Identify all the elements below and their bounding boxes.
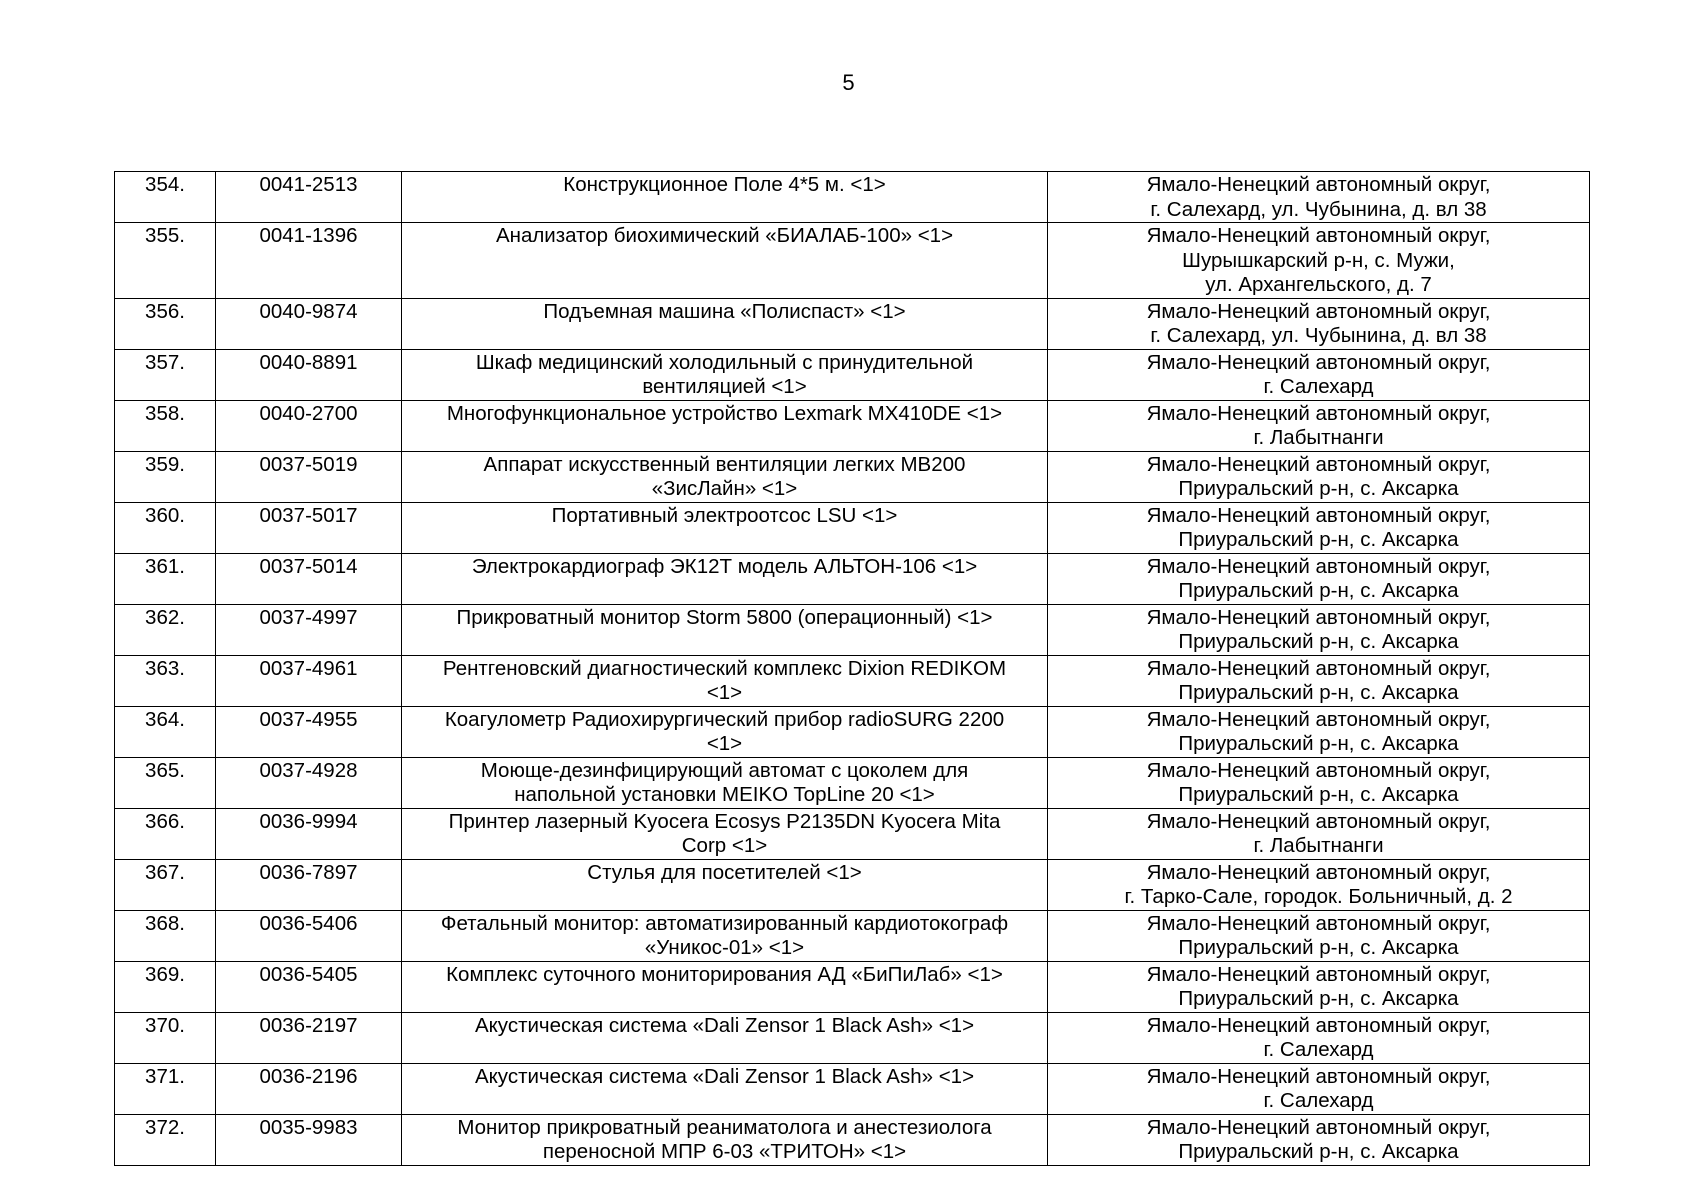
item-name-cell-line: Corp <1> xyxy=(681,834,768,857)
item-name-cell-line: Стулья для посетителей <1> xyxy=(587,860,862,884)
inventory-code-cell: 0037-5019 xyxy=(216,451,402,502)
row-number-cell: 371. xyxy=(115,1063,216,1114)
item-name-cell-line: Прикроватный монитор Storm 5800 (операционный) <1> xyxy=(456,605,993,629)
table-row xyxy=(115,604,1590,655)
row-number-cell: 368. xyxy=(115,910,216,961)
address-cell xyxy=(1048,223,1590,299)
address-cell-line: Ямало-Ненецкий автономный округ, xyxy=(1146,707,1491,731)
item-name-cell xyxy=(402,1012,1048,1063)
address-cell xyxy=(1048,706,1590,757)
item-name-cell-line: Конструкционное Поле 4*5 м. <1> xyxy=(563,173,886,196)
item-name-cell xyxy=(402,604,1048,655)
item-name-cell-line: Комплекс суточного мониторирования АД «БиПиЛаб» <1> xyxy=(446,962,1003,986)
address-cell-line: г. Тарко-Сале, городок. Больничный, д. 2 xyxy=(1124,885,1513,908)
item-name-cell-line: Подъемная машина «Полиспаст» <1> xyxy=(543,299,906,323)
address-cell-line: Ямало-Ненецкий автономный округ, xyxy=(1146,809,1491,833)
item-name-cell xyxy=(402,553,1048,604)
row-number-cell: 364. xyxy=(115,706,216,757)
inventory-code-cell: 0037-5017 xyxy=(216,502,402,553)
table-row xyxy=(115,1114,1590,1165)
item-name-cell xyxy=(402,757,1048,808)
address-cell-line: Ямало-Ненецкий автономный округ, xyxy=(1146,173,1491,196)
address-cell xyxy=(1048,400,1590,451)
row-number-cell: 359. xyxy=(115,451,216,502)
address-cell xyxy=(1048,910,1590,961)
inventory-code-cell: 0035-9983 xyxy=(216,1114,402,1165)
table-row xyxy=(115,808,1590,859)
address-cell xyxy=(1048,1063,1590,1114)
row-number-cell: 362. xyxy=(115,604,216,655)
table-row xyxy=(115,859,1590,910)
address-cell-line: ул. Архангельского, д. 7 xyxy=(1205,273,1432,296)
table-row xyxy=(115,502,1590,553)
address-cell-line: г. Лабытнанги xyxy=(1253,834,1384,857)
address-cell xyxy=(1048,808,1590,859)
row-number-cell: 363. xyxy=(115,655,216,706)
address-cell-line: Шурышкарский р-н, с. Мужи, xyxy=(1182,248,1455,272)
inventory-code-cell: 0037-5014 xyxy=(216,553,402,604)
address-cell-line: Приуральский р-н, с. Аксарка xyxy=(1178,477,1459,500)
inventory-code-cell: 0037-4955 xyxy=(216,706,402,757)
inventory-code-cell: 0036-5406 xyxy=(216,910,402,961)
address-cell-line: Ямало-Ненецкий автономный округ, xyxy=(1146,860,1491,884)
item-name-cell xyxy=(402,808,1048,859)
inventory-code-cell: 0041-1396 xyxy=(216,223,402,299)
inventory-code-cell: 0041-2513 xyxy=(216,172,402,223)
item-name-cell-line: Анализатор биохимический «БИАЛАБ-100» <1> xyxy=(495,224,954,247)
item-name-cell-line: напольной установки MEIKO TopLine 20 <1> xyxy=(514,783,935,806)
item-name-cell xyxy=(402,655,1048,706)
table-row xyxy=(115,349,1590,400)
address-cell-line: Ямало-Ненецкий автономный округ, xyxy=(1146,452,1491,476)
table-row xyxy=(115,757,1590,808)
table-row xyxy=(115,1063,1590,1114)
address-cell xyxy=(1048,349,1590,400)
item-name-cell xyxy=(402,910,1048,961)
item-name-cell xyxy=(402,961,1048,1012)
address-cell-line: Приуральский р-н, с. Аксарка xyxy=(1178,1140,1459,1163)
row-number-cell: 357. xyxy=(115,349,216,400)
table-row xyxy=(115,706,1590,757)
address-cell-line: Ямало-Ненецкий автономный округ, xyxy=(1146,1115,1491,1139)
address-cell-line: Ямало-Ненецкий автономный округ, xyxy=(1146,224,1491,247)
row-number-cell: 354. xyxy=(115,172,216,223)
item-name-cell xyxy=(402,349,1048,400)
address-cell xyxy=(1048,961,1590,1012)
address-cell-line: Ямало-Ненецкий автономный округ, xyxy=(1146,401,1491,425)
item-name-cell-line: Акустическая система «Dali Zensor 1 Black Ash» <1> xyxy=(474,1013,975,1037)
address-cell-line: Ямало-Ненецкий автономный округ, xyxy=(1146,554,1491,578)
address-cell-line: Ямало-Ненецкий автономный округ, xyxy=(1146,299,1491,323)
item-name-cell xyxy=(402,451,1048,502)
address-cell-line: Ямало-Ненецкий автономный округ, xyxy=(1146,503,1491,527)
item-name-cell-line: Электрокардиограф ЭК12Т модель АЛЬТОН-106 <1> xyxy=(471,554,978,578)
table-row xyxy=(115,172,1590,223)
address-cell-line: Ямало-Ненецкий автономный округ, xyxy=(1146,911,1491,935)
address-cell-line: Приуральский р-н, с. Аксарка xyxy=(1178,681,1459,704)
table-row xyxy=(115,223,1590,299)
row-number-cell: 358. xyxy=(115,400,216,451)
address-cell-line: Приуральский р-н, с. Аксарка xyxy=(1178,579,1459,602)
address-cell-line: Ямало-Ненецкий автономный округ, xyxy=(1146,962,1491,986)
registry-table-body xyxy=(115,172,1590,1166)
item-name-cell-line: Принтер лазерный Kyocera Ecosys P2135DN Kyocera Mita xyxy=(448,809,1001,833)
address-cell xyxy=(1048,1012,1590,1063)
address-cell-line: Приуральский р-н, с. Аксарка xyxy=(1178,987,1459,1010)
address-cell-line: Приуральский р-н, с. Аксарка xyxy=(1178,528,1459,551)
item-name-cell-line: Шкаф медицинский холодильный с принудительной xyxy=(475,350,974,374)
table-row xyxy=(115,400,1590,451)
address-cell xyxy=(1048,502,1590,553)
address-cell-line: Приуральский р-н, с. Аксарка xyxy=(1178,783,1459,806)
address-cell xyxy=(1048,451,1590,502)
inventory-code-cell: 0036-5405 xyxy=(216,961,402,1012)
address-cell-line: Ямало-Ненецкий автономный округ, xyxy=(1146,1013,1491,1037)
address-cell xyxy=(1048,655,1590,706)
row-number-cell: 361. xyxy=(115,553,216,604)
item-name-cell xyxy=(402,502,1048,553)
item-name-cell xyxy=(402,1063,1048,1114)
inventory-code-cell: 0037-4961 xyxy=(216,655,402,706)
inventory-code-cell: 0036-7897 xyxy=(216,859,402,910)
address-cell-line: г. Салехард, ул. Чубынина, д. вл 38 xyxy=(1150,197,1487,221)
address-cell-line: Приуральский р-н, с. Аксарка xyxy=(1178,630,1459,653)
table-row xyxy=(115,655,1590,706)
row-number-cell: 372. xyxy=(115,1114,216,1165)
item-name-cell-line: Акустическая система «Dali Zensor 1 Black Ash» <1> xyxy=(474,1064,975,1088)
page-number: 5 xyxy=(842,70,855,95)
table-row xyxy=(115,451,1590,502)
inventory-code-cell: 0037-4997 xyxy=(216,604,402,655)
address-cell xyxy=(1048,757,1590,808)
inventory-code-cell: 0036-9994 xyxy=(216,808,402,859)
item-name-cell xyxy=(402,298,1048,349)
address-cell xyxy=(1048,1114,1590,1165)
item-name-cell-line: переносной МПР 6-03 «ТРИТОН» <1> xyxy=(542,1140,907,1163)
address-cell-line: Приуральский р-н, с. Аксарка xyxy=(1178,732,1459,755)
table-row xyxy=(115,910,1590,961)
item-name-cell-line: вентиляцией <1> xyxy=(642,375,807,398)
registry-table xyxy=(114,171,1590,1166)
address-cell-line: г. Лабытнанги xyxy=(1253,426,1384,449)
inventory-code-cell: 0040-8891 xyxy=(216,349,402,400)
item-name-cell-line: Фетальный монитор: автоматизированный кардиотокограф xyxy=(440,911,1009,935)
address-cell-line: г. Салехард xyxy=(1263,375,1374,398)
row-number-cell: 356. xyxy=(115,298,216,349)
item-name-cell-line: Моюще-дезинфицирующий автомат с цоколем для xyxy=(480,758,969,782)
item-name-cell-line: Аппарат искусственный вентиляции легких МВ200 xyxy=(483,452,966,476)
table-row xyxy=(115,553,1590,604)
address-cell xyxy=(1048,859,1590,910)
item-name-cell-line: <1> xyxy=(706,681,743,704)
inventory-code-cell: 0036-2196 xyxy=(216,1063,402,1114)
inventory-code-cell: 0036-2197 xyxy=(216,1012,402,1063)
item-name-cell xyxy=(402,1114,1048,1165)
table-row xyxy=(115,961,1590,1012)
item-name-cell xyxy=(402,172,1048,223)
table-row xyxy=(115,298,1590,349)
item-name-cell-line: Рентгеновский диагностический комплекс Dixion REDIKOM xyxy=(442,656,1007,680)
address-cell xyxy=(1048,298,1590,349)
item-name-cell xyxy=(402,400,1048,451)
row-number-cell: 360. xyxy=(115,502,216,553)
address-cell xyxy=(1048,604,1590,655)
item-name-cell-line: Многофункциональное устройство Lexmark MX410DE <1> xyxy=(446,401,1003,425)
address-cell-line: г. Салехард, ул. Чубынина, д. вл 38 xyxy=(1150,324,1487,347)
row-number-cell: 369. xyxy=(115,961,216,1012)
address-cell-line: Ямало-Ненецкий автономный округ, xyxy=(1146,1064,1491,1088)
row-number-cell: 355. xyxy=(115,223,216,299)
address-cell-line: г. Салехард xyxy=(1263,1089,1374,1112)
address-cell-line: Ямало-Ненецкий автономный округ, xyxy=(1146,350,1491,374)
row-number-cell: 365. xyxy=(115,757,216,808)
address-cell-line: Приуральский р-н, с. Аксарка xyxy=(1178,936,1459,959)
address-cell xyxy=(1048,172,1590,223)
row-number-cell: 366. xyxy=(115,808,216,859)
inventory-code-cell: 0040-9874 xyxy=(216,298,402,349)
address-cell-line: Ямало-Ненецкий автономный округ, xyxy=(1146,758,1491,782)
item-name-cell-line: «ЗисЛайн» <1> xyxy=(651,477,798,500)
item-name-cell-line: «Уникос-01» <1> xyxy=(644,936,805,959)
address-cell-line: г. Салехард xyxy=(1263,1038,1374,1061)
row-number-cell: 370. xyxy=(115,1012,216,1063)
item-name-cell xyxy=(402,859,1048,910)
item-name-cell xyxy=(402,706,1048,757)
inventory-code-cell: 0040-2700 xyxy=(216,400,402,451)
item-name-cell-line: <1> xyxy=(706,732,743,755)
row-number-cell: 367. xyxy=(115,859,216,910)
item-name-cell-line: Монитор прикроватный реаниматолога и анестезиолога xyxy=(457,1115,992,1139)
item-name-cell-line: Портативный электроотсос LSU <1> xyxy=(551,503,898,527)
address-cell xyxy=(1048,553,1590,604)
item-name-cell xyxy=(402,223,1048,299)
address-cell-line: Ямало-Ненецкий автономный округ, xyxy=(1146,656,1491,680)
item-name-cell-line: Коагулометр Радиохирургический прибор radioSURG 2200 xyxy=(444,707,1005,731)
table-row xyxy=(115,1012,1590,1063)
address-cell-line: Ямало-Ненецкий автономный округ, xyxy=(1146,605,1491,629)
inventory-code-cell: 0037-4928 xyxy=(216,757,402,808)
